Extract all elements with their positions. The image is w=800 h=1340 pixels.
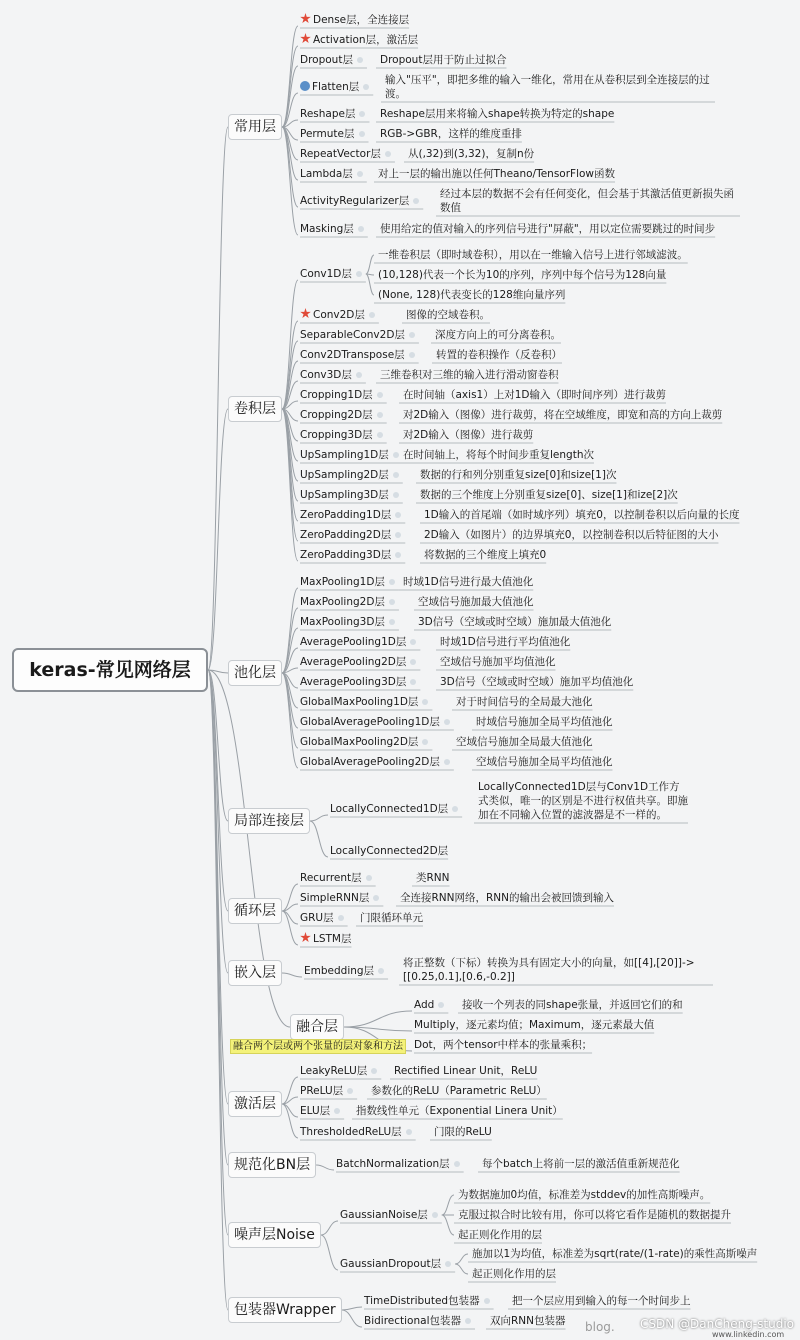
item-name: SeparableConv2D层 <box>300 329 405 341</box>
item-node[interactable] <box>300 194 423 208</box>
item-node[interactable] <box>300 1125 416 1139</box>
item-node[interactable] <box>300 13 409 27</box>
category-branch-line <box>316 1165 334 1170</box>
merge-layer-note: 融合两个层或两个张量的层对象和方法 <box>230 1039 406 1054</box>
separator-dot <box>410 639 416 645</box>
item-name: Dot，两个tensor中样本的张量乘积； <box>414 1039 593 1051</box>
item-node[interactable] <box>414 1038 592 1052</box>
item-name: GlobalMaxPooling2D层 <box>300 736 419 748</box>
item-name: Reshape层 <box>300 108 356 120</box>
separator-dot <box>377 392 383 398</box>
item-name: MaxPooling1D层 <box>300 576 385 588</box>
item-description: 经过本层的数据不会有任何变化，但会基于其激活值更新损失函数值 <box>440 188 734 214</box>
item-node[interactable] <box>300 932 352 946</box>
item-description: 起正则化作用的层 <box>472 1268 556 1280</box>
item-node[interactable] <box>300 891 383 905</box>
item-description: 对上一层的输出施以任何Theano/TensorFlow函数 <box>378 168 616 180</box>
item-name: Bidirectional包装器 <box>364 1315 461 1327</box>
category-branch-line <box>344 1011 412 1027</box>
item-node[interactable] <box>300 388 387 402</box>
item-description: 1D输入的首尾端（如时域序列）填充0，以控制卷积以后向量的长度 <box>424 509 740 521</box>
item-description: 图像的空域卷积。 <box>406 309 490 321</box>
category-branch-line <box>282 973 302 977</box>
item-description: 空域信号施加全局平均值池化 <box>476 756 613 768</box>
item-node[interactable] <box>300 635 420 649</box>
item-description: 三维卷积对三维的输入进行滑动窗卷积 <box>380 369 559 381</box>
item-description: 3D信号（空域或时空域）施加最大值池化 <box>418 616 612 628</box>
item-name: LocallyConnected1D层 <box>330 803 449 815</box>
root-node-title: keras-常见网络层 <box>12 648 208 692</box>
root-branch-line <box>208 409 228 670</box>
description-branch-line <box>366 274 374 295</box>
item-description: Reshape层用来将输入shape转换为特定的shape <box>380 108 615 120</box>
category-label: 噪声层Noise <box>234 1227 315 1243</box>
item-description: 时域1D信号进行最大值池化 <box>403 576 534 588</box>
item-description: 从(,32)到(3,32)，复制n份 <box>408 148 535 160</box>
item-name: Embedding层 <box>304 965 375 977</box>
item-description: 克服过拟合时比较有用，你可以将它看作是随机的数据提升 <box>458 1209 731 1221</box>
item-name: Activation层，激活层 <box>313 34 419 46</box>
item-description: 把一个层应用到输入的每一个时间步上 <box>512 1295 691 1307</box>
separator-dot <box>377 412 383 418</box>
separator-dot <box>363 84 369 90</box>
item-description: 使用给定的值对输入的序列信号进行"屏蔽"，用以定位需要跳过的时间步 <box>380 223 716 235</box>
item-node[interactable] <box>300 348 419 362</box>
item-node[interactable] <box>300 488 403 502</box>
separator-dot <box>438 1002 444 1008</box>
separator-dot <box>484 1298 490 1304</box>
item-name: MaxPooling2D层 <box>300 596 385 608</box>
item-node[interactable] <box>364 1294 494 1308</box>
star-icon <box>300 33 311 44</box>
separator-dot <box>378 968 384 974</box>
item-description: 对2D输入（图像）进行裁剪 <box>403 429 534 441</box>
item-name: GlobalAveragePooling2D层 <box>300 756 440 768</box>
item-name: UpSampling2D层 <box>300 469 389 481</box>
separator-dot <box>393 472 399 478</box>
separator-dot <box>357 171 363 177</box>
category-node[interactable] <box>228 808 310 834</box>
item-description: 对于时间信号的全局最大池化 <box>456 696 593 708</box>
separator-dot <box>410 679 416 685</box>
category-label: 融合层 <box>296 1019 338 1035</box>
info-icon <box>300 81 310 91</box>
item-name: AveragePooling1D层 <box>300 636 407 648</box>
item-node[interactable] <box>300 468 403 482</box>
item-name: TimeDistributed包装器 <box>364 1295 480 1307</box>
separator-dot <box>377 432 383 438</box>
separator-dot <box>389 599 395 605</box>
item-description: 对2D输入（图像）进行裁剪，将在空域维度，即宽和高的方向上裁剪 <box>403 409 723 421</box>
item-name: Lambda层 <box>300 168 353 180</box>
item-description: 一维卷积层（即时域卷积），用以在一维输入信号上进行邻域滤波。 <box>378 249 688 261</box>
item-node[interactable] <box>300 267 366 281</box>
item-node[interactable] <box>300 53 367 67</box>
item-description: 转置的卷积操作（反卷积） <box>436 349 562 361</box>
item-description: 数据的行和列分别重复size[0]和size[1]次 <box>420 469 617 481</box>
category-branch-line <box>282 911 298 945</box>
item-node[interactable] <box>300 308 379 322</box>
item-name: LSTM层 <box>313 933 352 945</box>
item-node[interactable] <box>300 548 405 562</box>
watermark-site: www.linkedin.com <box>712 1330 785 1339</box>
category-node[interactable] <box>228 660 282 686</box>
item-name: Dropout层 <box>300 54 353 66</box>
separator-dot <box>444 719 450 725</box>
separator-dot <box>406 1129 412 1135</box>
description-branch-line <box>366 255 374 274</box>
item-description: 起正则化作用的层 <box>458 1229 542 1241</box>
item-name: GaussianNoise层 <box>340 1209 428 1221</box>
separator-dot <box>359 131 365 137</box>
item-description: 3D信号（空域或时空域）施加平均值池化 <box>440 676 634 688</box>
item-name: Flatten层 <box>312 81 360 93</box>
item-name: UpSampling1D层 <box>300 449 389 461</box>
category-label: 循环层 <box>234 903 276 919</box>
separator-dot <box>356 271 362 277</box>
item-node[interactable] <box>336 1157 464 1171</box>
item-name: SimpleRNN层 <box>300 892 370 904</box>
item-node[interactable] <box>300 33 418 47</box>
separator-dot <box>389 619 395 625</box>
item-name: GRU层 <box>300 912 334 924</box>
item-node[interactable] <box>300 1104 344 1118</box>
item-description: 空域信号施加最大值池化 <box>418 596 534 608</box>
item-node[interactable] <box>300 167 367 181</box>
category-branch-line <box>282 1104 298 1138</box>
category-branch-line <box>282 46 298 127</box>
item-name: Multiply，逐元素均值；Maximum，逐元素最大值 <box>414 1019 655 1031</box>
item-name: GlobalAveragePooling1D层 <box>300 716 440 728</box>
item-node[interactable] <box>300 147 395 161</box>
item-description: 输入"压平"，即把多维的输入一维化，常用在从卷积层到全连接层的过渡。 <box>385 74 710 100</box>
item-description: Rectified Linear Unit，ReLU <box>394 1065 538 1077</box>
item-description: 深度方向上的可分离卷积。 <box>435 329 561 341</box>
item-description: 每个batch上将前一层的激活值重新规范化 <box>482 1158 680 1170</box>
separator-dot <box>373 895 379 901</box>
item-name: AveragePooling2D层 <box>300 656 407 668</box>
category-branch-line <box>321 1221 338 1235</box>
separator-dot <box>389 579 395 585</box>
item-node[interactable] <box>340 1257 455 1271</box>
item-name: Cropping2D层 <box>300 409 373 421</box>
item-node[interactable] <box>300 655 420 669</box>
item-name: MaxPooling3D层 <box>300 616 385 628</box>
category-label: 规范化BN层 <box>234 1157 311 1173</box>
category-branch-line <box>282 608 298 673</box>
item-name: ZeroPadding1D层 <box>300 509 392 521</box>
item-name: Permute层 <box>300 128 355 140</box>
category-node[interactable] <box>228 1091 282 1117</box>
separator-dot <box>393 452 399 458</box>
item-description: 数据的三个维度上分别重复size[0]、size[1]和ize[2]次 <box>420 489 678 501</box>
star-icon <box>300 308 311 319</box>
category-label: 包装器Wrapper <box>234 1302 336 1318</box>
separator-dot <box>454 1161 460 1167</box>
separator-dot <box>395 552 401 558</box>
description-branch-line <box>455 1254 468 1264</box>
category-label: 卷积层 <box>234 401 276 417</box>
item-name: Dense层，全连接层 <box>313 14 410 26</box>
item-description: 为数据施加0均值，标准差为stddev的加性高斯噪声。 <box>458 1189 711 1201</box>
item-name: Conv2DTranspose层 <box>300 349 405 361</box>
item-node[interactable] <box>304 964 388 978</box>
item-node[interactable] <box>414 1018 654 1032</box>
item-name: LeakyReLU层 <box>300 1065 368 1077</box>
separator-dot <box>409 352 415 358</box>
item-description: 在时间轴（axis1）上对1D输入（即时间序列）进行裁剪 <box>403 389 666 401</box>
separator-dot <box>444 759 450 765</box>
separator-dot <box>347 1088 353 1094</box>
separator-dot <box>395 512 401 518</box>
item-node[interactable] <box>300 615 399 629</box>
item-name: RepeatVector层 <box>300 148 381 160</box>
item-description: 双向RNN包装器 <box>490 1315 566 1327</box>
item-node[interactable] <box>300 528 405 542</box>
root-branch-line <box>208 670 228 1104</box>
star-icon <box>300 13 311 24</box>
item-node[interactable] <box>300 735 432 749</box>
category-branch-line <box>342 1307 362 1310</box>
category-node[interactable] <box>228 898 282 924</box>
star-icon <box>300 932 311 943</box>
item-node[interactable] <box>300 675 420 689</box>
item-name: ThresholdedReLU层 <box>300 1126 402 1138</box>
item-description: 空域信号施加全局最大值池化 <box>456 736 593 748</box>
item-node[interactable] <box>300 508 405 522</box>
item-description: 将数据的三个维度上填充0 <box>424 549 547 561</box>
category-branch-line <box>342 1310 362 1327</box>
separator-dot <box>422 699 428 705</box>
separator-dot <box>432 1212 438 1218</box>
item-name: Cropping3D层 <box>300 429 373 441</box>
item-name: BatchNormalization层 <box>336 1158 450 1170</box>
item-name: ActivityRegularizer层 <box>300 195 410 207</box>
separator-dot <box>452 806 458 812</box>
category-branch-line <box>321 1235 338 1270</box>
category-branch-line <box>282 409 298 541</box>
separator-dot <box>356 372 362 378</box>
item-node[interactable] <box>300 448 403 462</box>
separator-dot <box>410 659 416 665</box>
category-node[interactable] <box>228 1152 316 1178</box>
item-name: Conv2D层 <box>313 309 365 321</box>
separator-dot <box>465 1318 471 1324</box>
item-description: 接收一个列表的同shape张量，并返回它们的和 <box>462 999 683 1011</box>
item-node[interactable] <box>300 1064 381 1078</box>
item-node[interactable] <box>300 368 366 382</box>
item-name: ZeroPadding3D层 <box>300 549 392 561</box>
item-node[interactable] <box>300 1084 357 1098</box>
item-node[interactable] <box>300 575 399 589</box>
item-node[interactable] <box>300 715 454 729</box>
category-node[interactable] <box>228 1297 342 1323</box>
separator-dot <box>357 57 363 63</box>
item-node[interactable] <box>300 328 419 342</box>
item-node[interactable] <box>300 80 373 94</box>
item-description: 空域信号施加平均值池化 <box>440 656 556 668</box>
category-branch-line <box>310 821 328 857</box>
description-branch-line <box>455 1264 468 1274</box>
description-branch-line <box>442 1215 454 1235</box>
category-branch-line <box>282 673 298 748</box>
category-node[interactable] <box>228 396 282 422</box>
item-name: Conv1D层 <box>300 268 352 280</box>
separator-dot <box>409 332 415 338</box>
item-name: ELU层 <box>300 1105 331 1117</box>
item-description: 全连接RNN网络，RNN的输出会被回馈到输入 <box>400 892 615 904</box>
item-name: Add <box>414 999 435 1011</box>
category-label: 激活层 <box>234 1096 276 1112</box>
separator-dot <box>371 1068 377 1074</box>
item-name: ZeroPadding2D层 <box>300 529 392 541</box>
item-name: PReLU层 <box>300 1085 344 1097</box>
item-name: Masking层 <box>300 223 354 235</box>
item-node[interactable] <box>330 844 448 858</box>
separator-dot <box>369 312 375 318</box>
item-description: 门限的ReLU <box>434 1126 492 1138</box>
separator-dot <box>338 915 344 921</box>
separator-dot <box>358 226 364 232</box>
category-branch-line <box>310 815 328 821</box>
item-description: 类RNN <box>416 872 450 884</box>
item-name: Conv3D层 <box>300 369 352 381</box>
item-node[interactable] <box>300 595 399 609</box>
item-description: Dropout层用于防止过拟合 <box>380 54 507 66</box>
item-node[interactable] <box>300 127 369 141</box>
category-label: 嵌入层 <box>234 965 276 981</box>
item-node[interactable] <box>300 695 432 709</box>
item-name: Recurrent层 <box>300 872 362 884</box>
watermark-csdn: CSDN @DanCheng-studio <box>640 1317 795 1331</box>
item-name: AveragePooling3D层 <box>300 676 407 688</box>
item-description: 门限循环单元 <box>360 912 423 924</box>
category-node[interactable] <box>290 1014 344 1040</box>
item-description: 时域信号施加全局平均值池化 <box>476 716 613 728</box>
item-node[interactable] <box>300 755 454 769</box>
item-node[interactable] <box>414 998 448 1012</box>
item-name: Cropping1D层 <box>300 389 373 401</box>
item-description: 2D输入（如图片）的边界填充0，以控制卷积以后特征图的大小 <box>424 529 719 541</box>
item-node[interactable] <box>300 871 376 885</box>
separator-dot <box>359 111 365 117</box>
item-name: GlobalMaxPooling1D层 <box>300 696 419 708</box>
item-description: RGB->GBR，这样的维度重排 <box>380 128 522 140</box>
item-node[interactable] <box>300 911 348 925</box>
item-node[interactable] <box>300 408 387 422</box>
item-description: 在时间轴上，将每个时间步重复length次 <box>403 449 594 461</box>
item-description: LocallyConnected1D层与Conv1D工作方式类似，唯一的区别是不进行权值共享。即施加在不同输入位置的滤波器是不一样的。 <box>478 781 688 821</box>
item-node[interactable] <box>300 428 387 442</box>
separator-dot <box>395 532 401 538</box>
separator-dot <box>413 198 419 204</box>
item-description: (10,128)代表一个长为10的序列，序列中每个信号为128向量 <box>378 269 667 281</box>
description-branch-line <box>442 1195 454 1215</box>
item-description: 时域1D信号进行平均值池化 <box>440 636 571 648</box>
category-label: 局部连接层 <box>234 813 304 829</box>
separator-dot <box>385 151 391 157</box>
watermark-blog: blog. <box>585 1320 615 1334</box>
item-name: GaussianDropout层 <box>340 1258 442 1270</box>
item-node[interactable] <box>300 107 369 121</box>
category-node[interactable] <box>228 114 282 140</box>
separator-dot <box>445 1261 451 1267</box>
separator-dot <box>366 875 372 881</box>
item-description: 指数线性单元（Exponential Linera Unit） <box>356 1105 563 1117</box>
root-branch-line <box>208 127 228 670</box>
item-name: UpSampling3D层 <box>300 489 389 501</box>
item-description: 参数化的ReLU（Parametric ReLU） <box>371 1085 547 1097</box>
item-node[interactable] <box>300 222 368 236</box>
item-node[interactable] <box>340 1208 442 1222</box>
separator-dot <box>422 739 428 745</box>
item-description: 施加以1为均值，标准差为sqrt(rate/(1-rate)的乘性高斯噪声 <box>472 1248 758 1260</box>
separator-dot <box>393 492 399 498</box>
category-branch-line <box>282 127 298 180</box>
category-label: 常用层 <box>234 119 276 135</box>
category-label: 池化层 <box>234 665 276 681</box>
category-node[interactable] <box>228 960 282 986</box>
item-node[interactable] <box>330 802 462 816</box>
item-description: 将正整数（下标）转换为具有固定大小的向量，如[[4],[20]]->[[0.25,0.1],[0.6,-0.2]] <box>403 957 695 983</box>
item-node[interactable] <box>364 1314 475 1328</box>
item-description: (None, 128)代表变长的128维向量序列 <box>378 289 566 301</box>
separator-dot <box>334 1108 340 1114</box>
category-node[interactable] <box>228 1222 321 1248</box>
item-name: LocallyConnected2D层 <box>330 845 449 857</box>
